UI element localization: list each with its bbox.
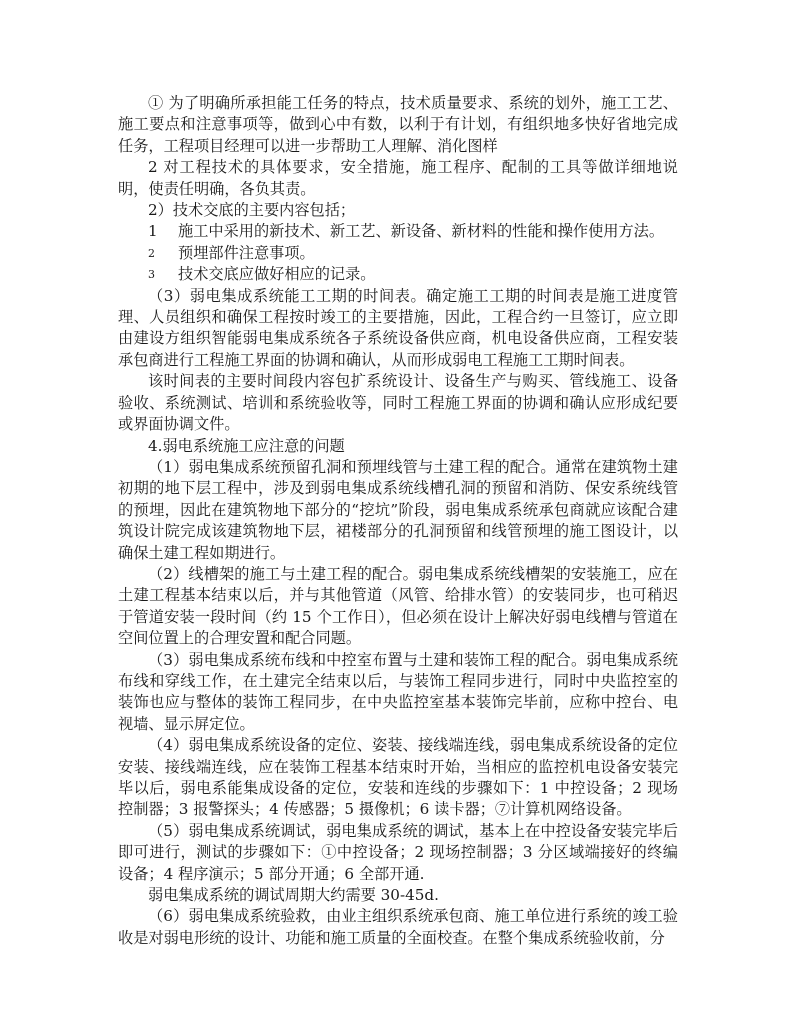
paragraph-4: （3）弱电集成系统能工工期的时间表。确定施工工期的时间表是施工进度管理、人员组织和确保工程按时竣工的主要措施，因此，工程合约一旦签订，应立即由建设方组织智能弱电集成系统各子系统设备供应商，机电设备供应商，工程安装承包商进行工程施工界面的协调和确认，从而形成弱电工程施工工期时间表。 [118,286,678,369]
paragraph-3: 2）技术交底的主要内容包括； [148,201,356,220]
list-item [118,264,678,285]
paragraph-2: 2 对工程技术的具体要求，安全措施，施工程序、配制的工具等做详细地说明，使责任明确，各负其责。 [118,158,678,198]
paragraph-5: 该时间表的主要时间段内容包扩系统设计、设备生产与购买、管线施工、设备验收、系统测试、培训和系统验收等，同时工程施工界面的协调和确认应形成纪要或界面协调文件。 [118,372,678,434]
list-item-text: 技术交底应做好相应的记录。 [178,265,376,284]
list-item [118,221,678,242]
list-item-text: 施工中采用的新技术、新工艺、新设备、新材料的性能和操作使用方法。 [178,222,664,241]
section-heading: 4.弱电系统施工应注意的问题 [148,436,345,455]
paragraph-10: （5）弱电集成系统调试，弱电集成系统的调试，基本上在中控设备安装完毕后即可进行，测试的步骤如下：①中控设备；2 现场控制器；3 分区域端接好的终编设备；4 程序演示；5 部分开通；6 全部开通. [118,821,678,883]
list-item-number: 3 [148,268,155,282]
paragraph-1: ① 为了明确所承担能工任务的特点，技术质量要求、系统的划外，施工工艺、施工要点和注意事项等，做到心中有数，以利于有计划，有组织地多快好省地完成任务，工程项目经理可以进一步帮助工人理解、消化图样 [118,94,678,155]
document-page [118,93,678,949]
list-item-number: 1 [148,222,158,241]
list-item-number: 2 [148,246,155,260]
paragraph-6: （1）弱电集成系统预留孔洞和预埋线管与土建工程的配合。通常在建筑物土建初期的地下层工程中，涉及到弱电集成系统线槽孔洞的预留和消防、保安系统线管的预埋，因此在建筑物地下部分的“挖坑”阶段，弱电集成系统承包商就应该配合建筑设计院完成该建筑物地下层，裙楼部分的孔洞预留和线管预埋的施工图设计，以确保土建工程如期进行。 [118,457,678,562]
list-item [118,243,678,264]
paragraph-12: （6）弱电集成系统验救，由业主组织系统承包商、施工单位进行系统的竣工验收是对弱电形统的设计、功能和施工质量的全面校查。在整个集成系统验收前，分 [118,907,678,947]
paragraph-7: （2）线槽架的施工与土建工程的配合。弱电集成系统线槽架的安装施工，应在土建工程基本结束以后，并与其他管道（风管、给排水管）的安装同步，也可稍迟于管道安装一段时间（约 15 个工作日），但必须在设计上解决好弱电线槽与管道在空间位置上的合理安置和配合同题。 [118,564,678,648]
paragraph-11: 弱电集成系统的调试周期大约需要 30-45d. [148,886,439,905]
paragraph-8: （3）弱电集成系统布线和中控室布置与土建和装饰工程的配合。弱电集成系统布线和穿线工作，在土建完全结束以后，与装饰工程同步进行，同时中央监控室的装饰也应与整体的装饰工程同步，在中央监控室基本装饰完毕前，应称中控台、电视墙、显示屏定位。 [118,650,678,733]
list-item-text: 预埋部件注意事项。 [178,243,315,262]
paragraph-9: （4）弱电集成系统设备的定位、姿装、接线端连线，弱电集成系统设备的定位安装、接线端连线，应在装饰工程基本结束时开始，当相应的监控机电设备安装完毕以后，弱电系能集成设备的定位，安装和连线的步骤如下：1 中控设备；2 现场控制器；3 报警探头；4 传感器；5 摄像机；6 读卡器；⑦计算机网络设备。 [118,736,678,819]
